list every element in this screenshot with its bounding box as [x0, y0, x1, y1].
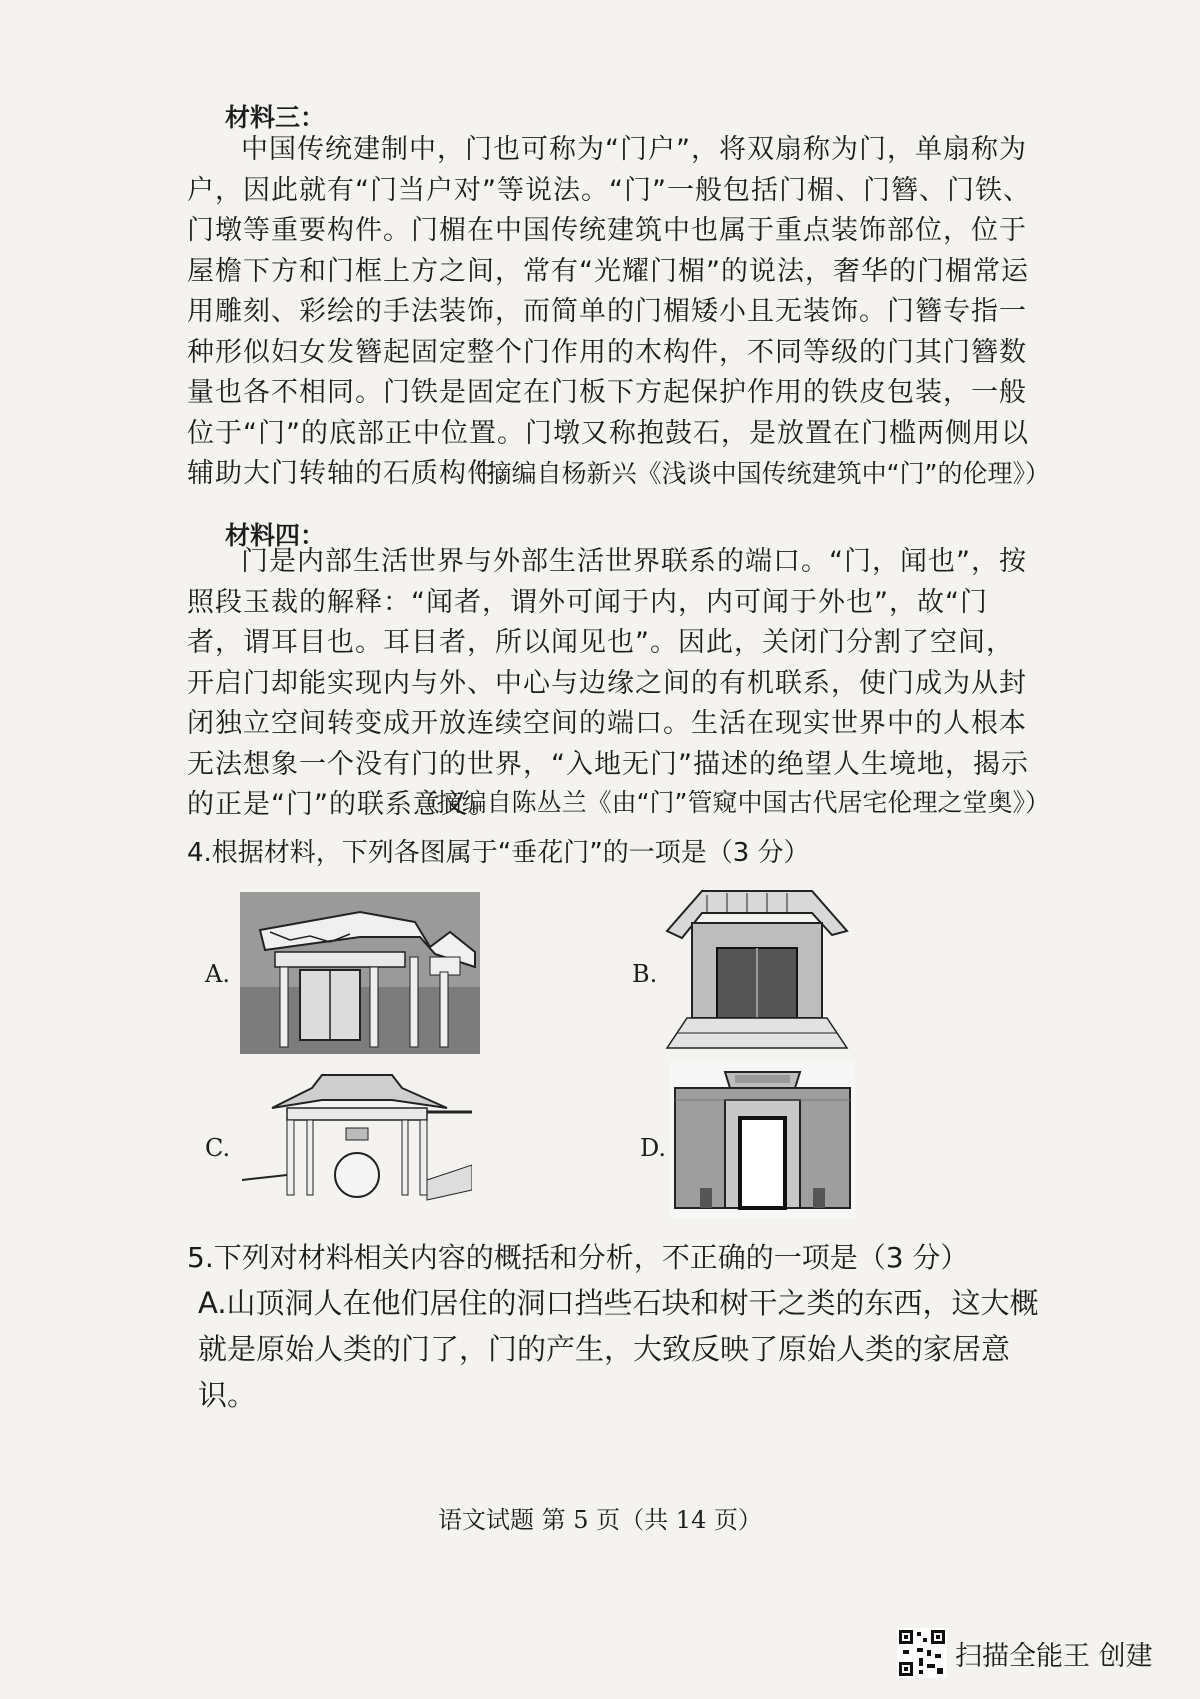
material-four-source: （摘编自陈丛兰《由“门”管窥中国古代居宅伦理之堂奥》）	[411, 788, 1050, 817]
qr-code-icon	[897, 1628, 947, 1678]
page-footer: 语文试题 第 5 页（共 14 页）	[438, 1506, 762, 1534]
question-five: 5.下列对材料相关内容的概括和分析，不正确的一项是（3 分）	[187, 1241, 969, 1274]
material-three-source: （摘编自杨新兴《浅谈中国传统建筑中“门”的伦理》）	[461, 459, 1050, 488]
option-b-label: B.	[632, 960, 658, 988]
material-three-paragraph: 中国传统建制中，门也可称为“门户”，将双扇称为门，单扇称为户，因此就有“门当户对”等说法。“门”一般包括门楣、门簪、门铁、门墩等重要构件。门楣在中国传统建筑中也属于重点装饰部位，位于屋檐下方和门框上方之间，常有“光耀门楣”的说法，奢华的门楣常运用雕刻、彩绘的手法装饰，而简单的门楣矮小且无装饰。门簪专指一种形似妇女发簪起固定整个门作用的木构件，不同等级的门其门簪数量也各不相同。门铁是固定在门板下方起保护作用的铁皮包装，一般位于“门”的底部正中位置。门墩又称抱鼓石，是放置在门槛两侧用以辅助大门转轴的石质构件。	[187, 134, 1031, 489]
material-four-title: 材料四：	[225, 521, 326, 550]
question-five-option-a: A.山顶洞人在他们居住的洞口挡些石块和树干之类的东西，这大概就是原始人类的门了，门的产生，大致反映了原始人类的家居意识。	[198, 1286, 1039, 1412]
gate-picture-b	[662, 883, 850, 1051]
option-a-label: A.	[205, 960, 230, 988]
option-c-label: C.	[205, 1134, 231, 1162]
question-four: 4.根据材料，下列各图属于“垂花门”的一项是（3 分）	[187, 838, 810, 868]
scanner-watermark	[897, 1628, 1153, 1678]
gate-picture-d	[670, 1060, 855, 1218]
gate-picture-c	[242, 1070, 472, 1205]
watermark-text: 扫描全能王 创建	[955, 1640, 1153, 1672]
material-three-title: 材料三：	[225, 103, 326, 132]
gate-picture-a	[240, 892, 480, 1054]
material-four-paragraph: 门是内部生活世界与外部生活世界联系的端口。“门，闻也”，按照段玉裁的解释：“闻者，谓外可闻于内，内可闻于外也”，故“门者，谓耳目也。耳目者，所以闻见也”。因此，关闭门分割了空间，开启门却能实现内与外、中心与边缘之间的有机联系，使门成为从封闭独立空间转变成开放连续空间的端口。生活在现实世界中的人根本无法想象一个没有门的世界，“入地无门”描述的绝望人生境地，揭示的正是“门”的联系意义。	[187, 546, 1029, 820]
option-d-label: D.	[640, 1134, 667, 1162]
